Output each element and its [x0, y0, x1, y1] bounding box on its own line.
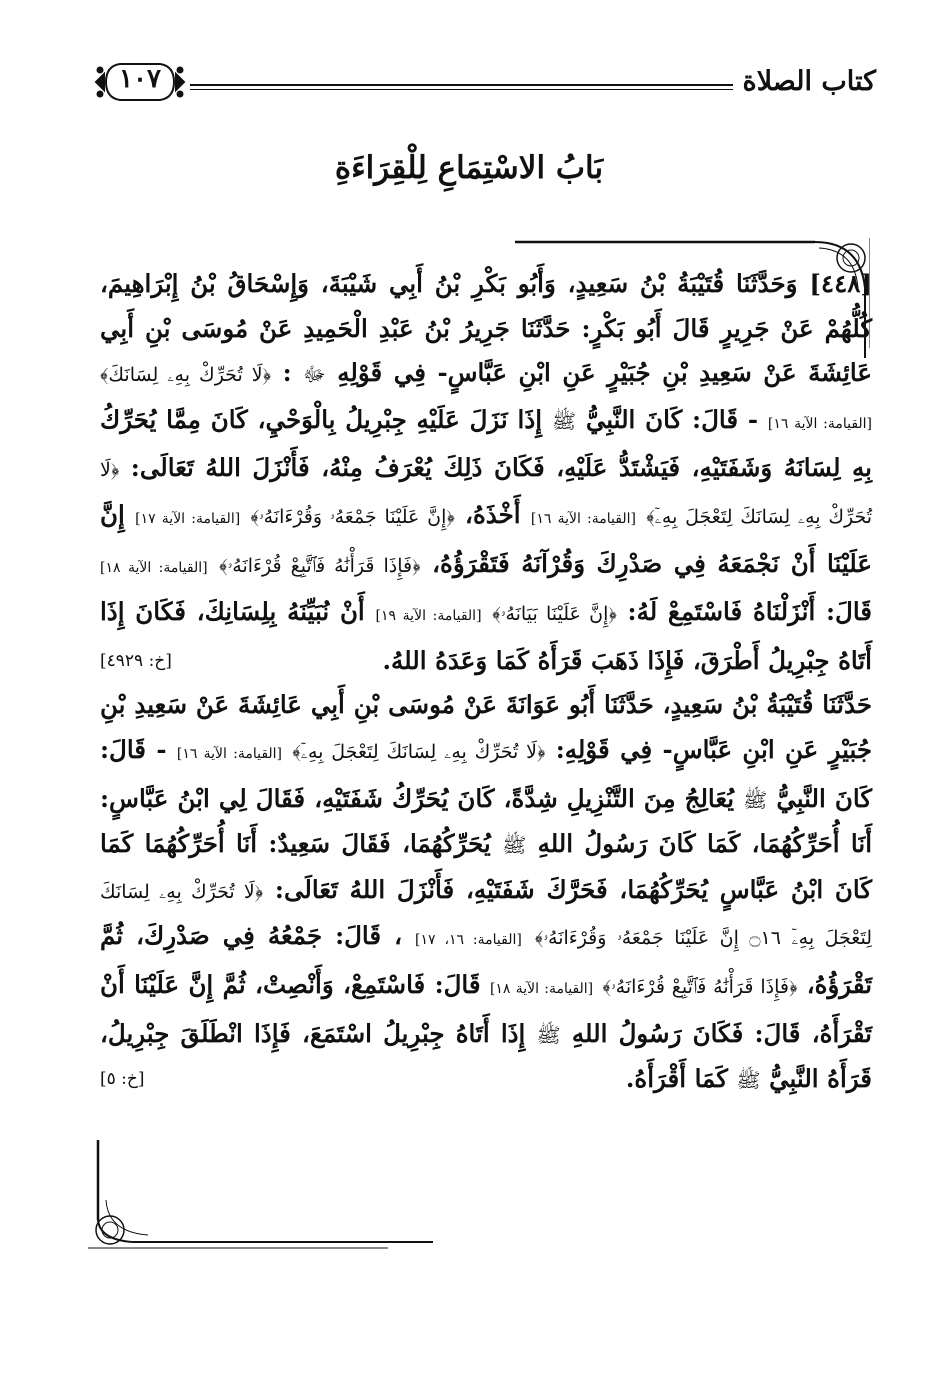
hadith-text: وَحَدَّثَنَا قُتَيْبَةُ بْنُ سَعِيدٍ، وَأَبُو بَكْرِ بْنُ أَبِي شَيْبَةَ، وَإِسْحَاقُ بْنُ إِبْرَاهِيمَ، كُلُّهُمْ عَنْ جَرِيرٍ قَالَ أَبُو بَكْرٍ: حَدَّثَنَا جَرِيرُ بْنُ عَبْدِ الْحَمِيدِ عَنْ مُوسَى بْنِ أَبِي عَائِشَةَ عَنْ سَعِيدِ بْنِ جُبَيْرٍ عَنِ ابْنِ عَبَّاسٍ- فِي قَوْلِهِ: [100, 269, 873, 388]
page-number: ١٠٧: [119, 64, 161, 94]
header-rule: [190, 84, 733, 86]
hadith-text: قَالَ: فَاسْتَمِعْ، وَأَنْصِتْ، ثُمَّ إِنَّ عَلَيْنَا أَنْ تَقْرَأَهُ، قَالَ: فَكَانَ رَسُولُ اللهِ: [100, 969, 872, 1048]
book-title: كتاب الصلاة: [742, 66, 876, 97]
hadith-text: حَدَّثَنَا قُتَيْبَةُ بْنُ سَعِيدٍ، حَدَّثَنَا أَبُو عَوَانَةَ عَنْ مُوسَى بْنِ أَبِي عَائِشَةَ عَنْ سَعِيدِ بْنِ جُبَيْرٍ عَنِ ابْنِ عَبَّاسٍ- فِي قَوْلِهِ:: [100, 690, 873, 764]
verse-citation: [القيامة: الآية ١٦]: [767, 415, 873, 432]
source-reference: [خ: ٥]: [100, 1069, 145, 1090]
verse-citation: [القيامة: الآية ١٨]: [489, 980, 594, 997]
hadith-text: يُحَرِّكُهُمَا، فَقَالَ سَعِيدٌ: أَنَا أُحَرِّكُهُمَا كَمَا كَانَ ابْنُ عَبَّاسٍ يُحَرِّكُهُمَا، فَحَرَّكَ شَفَتَيْهِ، فَأَنْزَلَ اللهُ تَعَالَى:: [100, 829, 873, 904]
chapter-title: بَابُ الاسْتِمَاعِ لِلْقِرَاءَةِ: [334, 150, 604, 186]
hadith-text: كَمَا أَقْرَأَهُ.: [625, 1064, 728, 1094]
verse-citation: [القيامة: الآية ١٦]: [530, 510, 636, 527]
salutation-glyph: ﷺ: [551, 408, 577, 433]
quran-verse: ﴿لَا تُحَرِّكْ بِهِۦ لِسَانَكَ لِتَعْجَلَ بِهِۦٓ ۝١٦ إِنَّ عَلَيْنَا جَمْعَهُۥ وَقُرْءَانَهُۥ﴾: [100, 880, 872, 950]
quran-verse: ﴿إِنَّ عَلَيْنَا بَيَانَهُۥ﴾: [492, 603, 617, 626]
verse-citation: [القيامة: الآية ١٦]: [176, 745, 283, 762]
hadith-text: إِنَّ عَلَيْنَا أَنْ نَجْمَعَهُ فِي صَدْرِكَ وَقُرْآنَهُ فَتَقْرَؤُهُ،: [100, 499, 872, 578]
quran-verse: ﴿فَإِذَا قَرَأْنَٰهُ فَٱتَّبِعْ قُرْءَانَهُۥ﴾: [219, 554, 421, 577]
verse-citation: [القيامة: الآية ١٧]: [135, 510, 241, 527]
body-text: [100, 262, 872, 1103]
salutation-glyph: ﷺ: [743, 787, 768, 812]
quran-verse: ﴿لَا تُحَرِّكْ بِهِۦ لِسَانَكَ لِتَعْجَلَ بِهِۦٓ﴾: [100, 459, 873, 528]
quran-verse: ﴿لَا تُحَرِّكْ بِهِۦ لِسَانَكَ﴾: [100, 364, 272, 387]
honorific-glyph: ﷻ: [303, 362, 326, 387]
punctuation: :: [282, 358, 292, 388]
hadith-448: [100, 262, 872, 683]
hadith-text: - قَالَ: كَانَ النَّبِيُّ: [100, 734, 872, 813]
quran-verse: ﴿إِنَّ عَلَيْنَا جَمْعَهُۥ وَقُرْءَانَهُۥ﴾: [250, 505, 455, 528]
verse-citation: [القيامة: الآية ١٨]: [100, 559, 208, 576]
hadith-text: أَخْذَهُ،: [465, 499, 521, 529]
hadith-text: قَالَ: أَنْزَلْنَاهُ فَاسْتَمِعْ لَهُ:: [627, 597, 873, 627]
hadith-second-chain: [100, 683, 872, 1102]
hadith-number: [٤٤٨]: [809, 269, 872, 298]
hadith-text: أَنْ نُبَيِّنَهُ بِلِسَانِكَ، فَكَانَ إِذَا أَتَاهُ جِبْرِيلُ أَطْرَقَ، فَإِذَا ذَهَبَ قَرَأَهُ كَمَا وَعَدَهُ اللهُ.: [100, 597, 872, 675]
salutation-glyph: ﷺ: [536, 1022, 561, 1047]
quran-verse: ﴿فَإِذَا قَرَأْنَٰهُ فَٱتَّبِعْ قُرْءَانَهُۥ﴾: [602, 975, 798, 998]
verse-citation: [القيامة: ١٦، ١٧]: [415, 932, 522, 949]
salutation-glyph: ﷺ: [736, 1068, 761, 1093]
hadith-text: يُعَالِجُ مِنَ التَّنْزِيلِ شِدَّةً، كَانَ يُحَرِّكُ شَفَتَيْهِ، فَقَالَ لِي ابْنُ عَبَّاسٍ: أَنَا أُحَرِّكُهُمَا، كَمَا كَانَ رَسُولُ اللهِ: [100, 783, 872, 859]
hadith-text: ، قَالَ: جَمْعُهُ فِي صَدْرِكَ، ثُمَّ تَقْرَؤُهُ،: [100, 921, 873, 999]
salutation-glyph: ﷺ: [502, 833, 527, 858]
hadith-text: إِذَا نَزَلَ عَلَيْهِ جِبْرِيلُ بِالْوَحْيِ، كَانَ مِمَّا يُحَرِّكُ بِهِ لِسَانَهُ وَشَفَتَيْهِ، فَيَشْتَدُّ عَلَيْهِ، فَكَانَ ذَلِكَ يُعْرَفُ مِنْهُ، فَأَنْزَلَ اللهُ تَعَالَى:: [100, 404, 872, 483]
verse-citation: [القيامة: الآية ١٩]: [375, 608, 482, 625]
frame-corner-bottom-ornament-icon: [88, 1140, 433, 1250]
source-reference: [خ: ٤٩٢٩]: [100, 650, 172, 671]
header-rule-thin: [190, 89, 733, 90]
hadith-text: إِذَا أَتَاهُ جِبْرِيلُ اسْتَمَعَ، فَإِذَا انْطَلَقَ جِبْرِيلُ، قَرَأَهُ النَّبِيُّ: [100, 1018, 872, 1094]
quran-verse: ﴿لَا تُحَرِّكْ بِهِۦ لِسَانَكَ لِتَعْجَلَ بِهِۦٓ﴾: [292, 740, 546, 763]
hadith-text: - قَالَ: كَانَ النَّبِيُّ: [585, 404, 759, 434]
